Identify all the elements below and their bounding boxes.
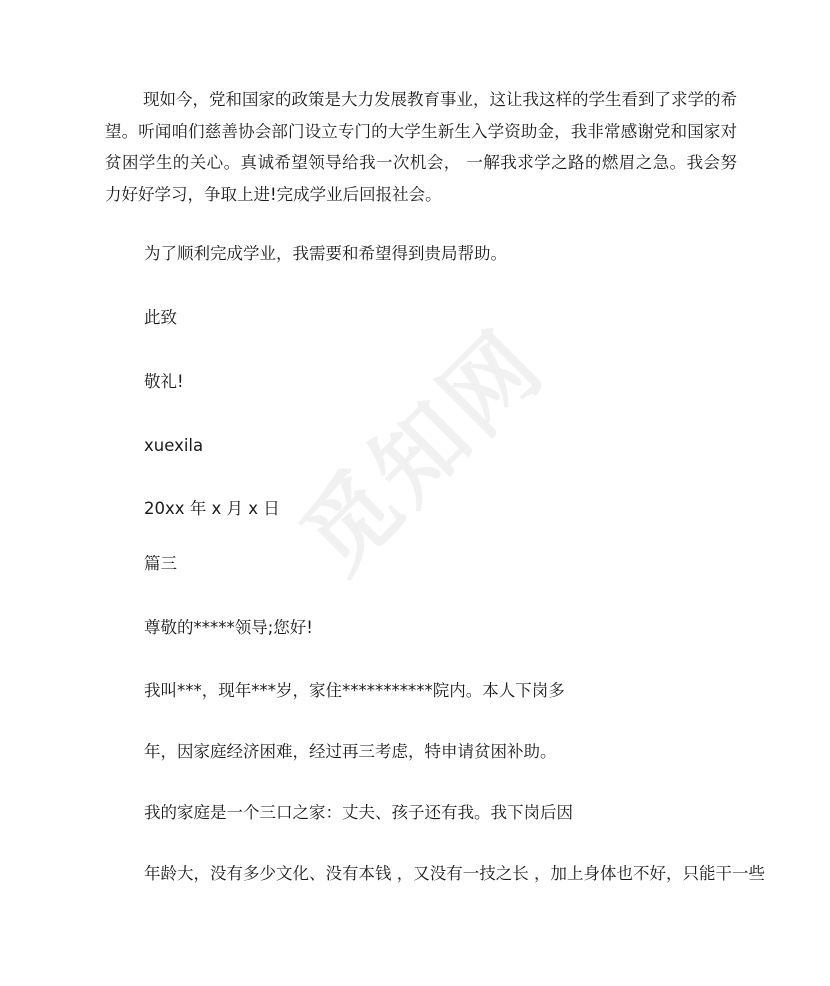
body-line-2: 年，因家庭经济困难，经过再三考虑，特申请贫困补助。	[144, 742, 557, 761]
date-line: 20xx 年 x 月 x 日	[144, 499, 280, 518]
body-line-4: 年龄大，没有多少文化、没有本钱 ，又没有一技之长 ，加上身体也不好，只能干一些	[144, 864, 765, 883]
closing-line-1: 此致	[144, 308, 177, 327]
help-paragraph: 为了顺利完成学业，我需要和希望得到贵局帮助。	[144, 244, 507, 263]
section-heading: 篇三	[144, 554, 177, 573]
watermark: 觅知网	[281, 309, 566, 594]
closing-line-2: 敬礼!	[144, 372, 184, 391]
signature: xuexila	[144, 436, 204, 455]
salutation: 尊敬的*****领导;您好!	[144, 618, 313, 637]
body-line-1: 我叫***，现年***岁，家住***********院内。本人下岗多	[144, 681, 565, 700]
body-line-3: 我的家庭是一个三口之家：丈夫、孩子还有我。我下岗后因	[144, 803, 573, 822]
intro-paragraph: 现如今，党和国家的政策是大力发展教育事业，这让我这样的学生看到了求学的希望。听闻咱们慈善协会部门设立专门的大学生新生入学资助金，我非常感谢党和国家对贫困学生的关心。真诚希望领导给我一次机会， 一解我求学之路的燃眉之急。我会努力好好学习，争取上进!完成学业后回报社会。	[105, 90, 737, 204]
